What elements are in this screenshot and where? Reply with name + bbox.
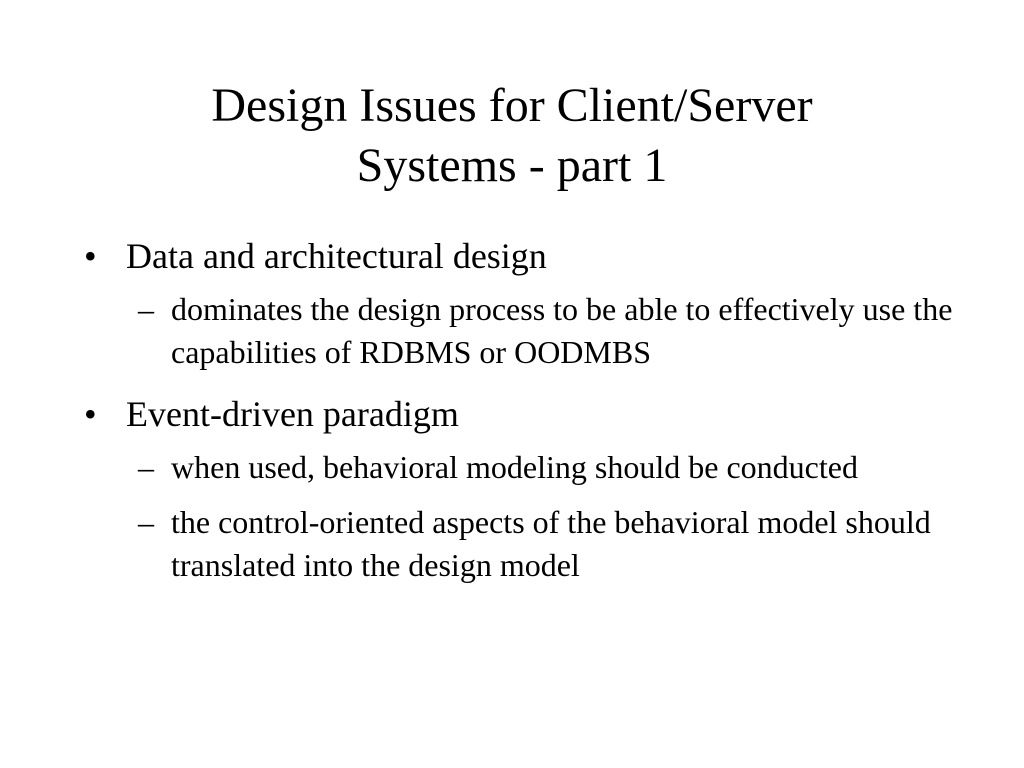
sub-bullet-text: when used, behavioral modeling should be conducted: [171, 449, 858, 485]
slide-body: [84, 232, 984, 587]
sub-bullet-text: the control-oriented aspects of the behavioral model should translated into the design model: [171, 504, 931, 583]
bullet-marker: •: [84, 394, 97, 434]
slide-title-line-1: Design Issues for Client/Server: [211, 79, 813, 132]
sub-bullet-marker: –: [138, 504, 154, 540]
slide-title: [60, 76, 964, 196]
sub-bullet-item: [84, 288, 984, 374]
bullet-item: [84, 232, 984, 280]
sub-bullet-text: dominates the design process to be able to effectively use the capabilities of RDBMS or OODMBS: [171, 291, 953, 370]
sub-bullet-marker: –: [138, 291, 154, 327]
bullet-text: Data and architectural design: [126, 236, 547, 276]
sub-bullet-marker: –: [138, 449, 154, 485]
sub-bullet-item: [84, 446, 984, 489]
slide-title-line-2: Systems - part 1: [356, 139, 668, 192]
bullet-text: Event-driven paradigm: [126, 394, 459, 434]
bullet-item: [84, 390, 984, 438]
sub-bullet-item: [84, 501, 984, 587]
bullet-marker: •: [84, 236, 97, 276]
